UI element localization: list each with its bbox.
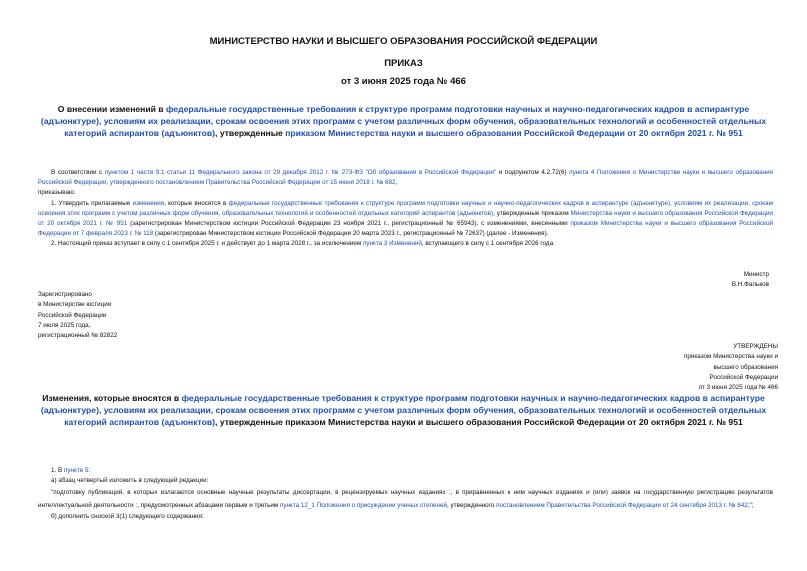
preamble-text: , (395, 179, 398, 187)
clause-text: , утвержденные приказом (493, 209, 571, 217)
clause-1 (38, 199, 773, 240)
changes-title-text: , утвержденные приказом Министерства науки и высшего образования Российской Федерации от 20 октября 2021 г. № 951 (215, 417, 743, 427)
preamble-text: и подпунктом 4.2.72(6) (496, 169, 570, 176)
change-text: , утвержденного (447, 502, 497, 510)
change-text: ;"; (747, 502, 754, 510)
clause-text: 1. Утвердить прилагаемые (51, 199, 133, 207)
order-body (38, 168, 773, 250)
changes-title-link[interactable]: федеральные государственные требования к структуре программ подготовки научных и научно-педагогических кадров в аспирантуре (адъюнктуре), условиям их реализации, срокам освоения этих программ с учетом различных форм обучения, образовательных технологий и особенностей отдельных категорий аспирантов (адъюнктов) (40, 393, 767, 427)
change-subitem-b: б) дополнить сноской 3(1) следующего содержания: (51, 513, 204, 521)
clause-text: , которые вносятся в (164, 199, 229, 207)
approval-line: Российской Федерации (709, 373, 778, 381)
title-link-requirements[interactable]: федеральные государственные требования к структуре программ подготовки научных и научно-педагогических кадров в аспирантуре (адъюнктуре), условиям их реализации, срокам освоения этих программ с учетом различных форм обучения, образовательных технологий и особенностей отдельных категорий аспирантов (адъюнктов) (40, 104, 767, 138)
title-text: О внесении изменений в (57, 104, 166, 114)
signature-block (732, 270, 769, 291)
order-verb: приказываю: (38, 189, 76, 197)
change-text: , предусмотренных абзацами первым и третьим (137, 502, 280, 510)
preamble-paragraph (38, 168, 773, 188)
footnote-link[interactable]: : (448, 489, 451, 497)
preamble-text: В соответствии с (51, 169, 105, 176)
link-order-951[interactable]: Министерства науки и высшего образования Российской Федерации от 20 октября 2021 г. № 951 (38, 209, 773, 228)
change-text: "подготовку публикаций, в которых излагаются основные научные результаты диссертации, в рецензируемых научных изданиях (51, 489, 449, 497)
signature-name: В.Н.Фальков (731, 281, 769, 289)
change-subitem-a: а) абзац четвертый изложить в следующей редакции: (51, 477, 209, 485)
clause-2 (38, 239, 773, 249)
registration-line: в Министерстве юстиции (38, 301, 112, 309)
link-law-273[interactable]: пунктом 1 части 9.1 статьи 11 Федерального закона от 29 декабря 2012 г. № 273-ФЗ "Об образовании в Российской Федерации" (104, 169, 497, 176)
changes-body (38, 466, 773, 523)
registration-line: 7 июля 2025 года, (38, 321, 91, 329)
clause-text: (зарегистрирован Министерством юстиции Российской Федерации 23 ноября 2021 г., регистрационный № 65943), с изменениями, внесенными (127, 220, 571, 228)
link-changes-item-3[interactable]: пункта 3 Изменений (362, 240, 422, 248)
ministry-heading: МИНИСТЕРСТВО НАУКИ И ВЫСШЕГО ОБРАЗОВАНИЯ РОССИЙСКОЙ ФЕДЕРАЦИИ (209, 36, 598, 47)
registration-line: Российской Федерации (38, 311, 107, 319)
change-item-1 (38, 466, 773, 476)
approval-line: УТВЕРЖДЕНЫ (733, 343, 778, 350)
link-order-118[interactable]: приказом Министерства науки и высшего образования Российской Федерации от 7 февраля 2023 г. № 118 (38, 220, 773, 238)
registration-line: Зарегистрировано (38, 291, 92, 298)
clause-text: , вступающего в силу с 1 сентября 2026 года. (421, 240, 555, 248)
link-point-5[interactable]: пункте 5 (63, 467, 89, 474)
approval-block (684, 342, 778, 393)
link-regulation-682[interactable]: пункта 4 Положения о Министерстве науки и высшего образования Российской Федерации, утвержденного постановлением Правительства Российской Федерации от 15 июня 2018 г. № 682 (38, 169, 774, 187)
clause-text: (зарегистрирован Министерством юстиции Российской Федерации 20 марта 2023 г., регистрационный № 72637) (далее - Изменения). (153, 230, 549, 238)
change-text: : (88, 467, 91, 474)
changes-title (30, 392, 777, 428)
order-title (30, 103, 777, 139)
link-regulation-842[interactable]: постановлением Правительства Российской Федерации от 24 сентября 2013 г. № 842 (496, 502, 748, 510)
doc-type-heading: ПРИКАЗ (384, 58, 423, 69)
change-text: 1. В (51, 467, 64, 474)
clause-text: 2. Настоящий приказ вступает в силу с 1 сентября 2025 г. и действует до 1 марта 2028 г., за исключением (51, 240, 363, 248)
doc-date-number: от 3 июня 2025 года № 466 (341, 76, 466, 87)
approval-line: высшего образования (713, 363, 778, 371)
signature-position: Министр (743, 271, 769, 278)
change-text: , в приравненных к ним научных изданиях и (или) заявок на государственную регистрацию результатов интеллектуальной деятельности (38, 489, 773, 510)
link-changes[interactable]: изменения (132, 199, 165, 207)
approval-line: приказом Министерства науки и (683, 353, 778, 361)
registration-line: регистрационный № 82822 (38, 332, 118, 340)
link-requirements[interactable]: федеральные государственные требования к структуре программ подготовки научных и научно-педагогических кадров в аспирантуре (адъюнктуре), условиям их реализации, срокам освоения этих программ с учетом различных форм обучения, образовательных технологий и особенностей отдельных категорий аспирантов (адъюнктов) (38, 199, 773, 217)
approval-line: от 3 июня 2025 года № 466 (698, 384, 778, 392)
title-link-order-951[interactable]: приказом Министерства науки и высшего образования Российской Федерации от 20 октября 2021 г. № 951 (285, 128, 743, 138)
link-point-12-1[interactable]: пункта 12_1 Положения о присуждении ученых степеней (279, 502, 448, 510)
footnote-link[interactable]: : (135, 502, 138, 510)
registration-block (38, 290, 117, 341)
change-quote (38, 486, 773, 512)
changes-title-text: Изменения, которые вносятся в (42, 393, 182, 403)
title-text: , утвержденные (215, 128, 286, 138)
